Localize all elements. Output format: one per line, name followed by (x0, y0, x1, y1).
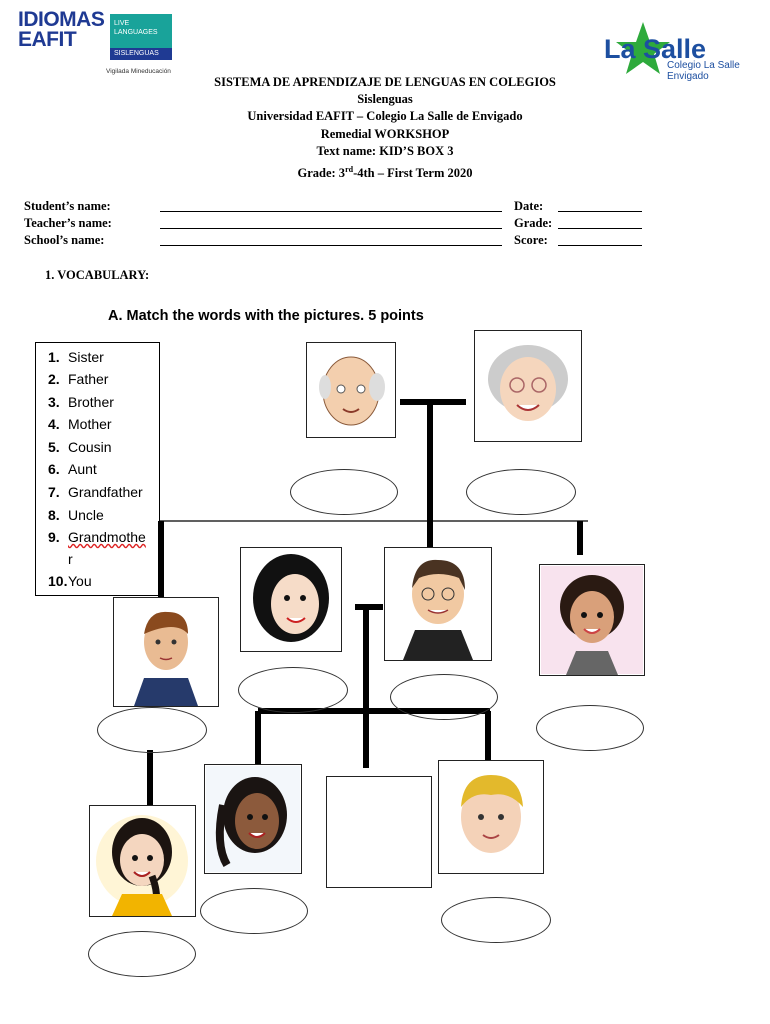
list-item (48, 507, 104, 523)
list-item (48, 416, 112, 432)
father-picture (384, 547, 492, 661)
word-number: 4. (48, 416, 60, 432)
word-label: Uncle (68, 507, 104, 523)
cousin-face-icon (90, 806, 195, 916)
grandmother-picture (474, 330, 582, 442)
list-item (48, 349, 104, 365)
word-label: Aunt (68, 461, 97, 477)
eafit-logo-title: IDIOMAS EAFIT (18, 8, 105, 51)
word-label: Father (68, 371, 109, 387)
list-item (48, 461, 97, 477)
header-line-3: Universidad EAFIT – Colegio La Salle de Envigado (247, 109, 523, 123)
header-line-1: SISTEMA DE APRENDIZAJE DE LENGUAS EN COLEGIOS (214, 75, 556, 89)
answer-oval-sister[interactable] (200, 888, 308, 934)
grade-label: Grade: (514, 216, 553, 230)
date-label: Date: (514, 199, 544, 213)
word-label: Mother (68, 416, 112, 432)
word-number: 6. (48, 461, 60, 477)
word-label: r (68, 551, 73, 567)
student-name-label: Student’s name: (24, 199, 111, 213)
word-number: 7. (48, 484, 60, 500)
answer-oval-mother[interactable] (238, 667, 348, 713)
uncle-face-icon (114, 598, 218, 706)
section-title: 1. VOCABULARY: (45, 268, 150, 282)
word-number: 8. (48, 507, 60, 523)
exercise-instruction: A. Match the words with the pictures. 5 points (108, 308, 424, 324)
eafit-badge-line2: LANGUAGES (114, 29, 158, 36)
header-line-2: Sislenguas (357, 92, 413, 106)
grandfather-face-icon (307, 343, 395, 437)
word-number: 2. (48, 371, 60, 387)
list-item (48, 529, 146, 545)
word-number: 10. (48, 573, 68, 589)
word-number: 3. (48, 394, 60, 410)
eafit-badge-line1: LIVE (114, 20, 130, 27)
list-item (48, 371, 108, 387)
word-label: You (68, 573, 92, 589)
grandmother-face-icon (475, 331, 581, 441)
word-number: 1. (48, 349, 60, 365)
score-label: Score: (514, 233, 548, 247)
list-item (48, 439, 112, 455)
word-label: Brother (68, 394, 114, 410)
lasalle-logo-sub2: Envigado (667, 71, 709, 82)
word-label: Grandfather (68, 484, 143, 500)
mother-face-icon (241, 548, 341, 651)
sister-face-icon (205, 765, 301, 873)
you-picture-blank[interactable] (326, 776, 432, 888)
answer-oval-grandmother[interactable] (466, 469, 576, 515)
answer-oval-uncle[interactable] (97, 707, 207, 753)
aunt-face-icon (540, 565, 644, 675)
list-item (48, 394, 114, 410)
answer-oval-father[interactable] (390, 674, 498, 720)
word-label: Grandmothe (68, 529, 146, 545)
grade-text-a: Grade: 3 (297, 166, 346, 181)
grandfather-picture (306, 342, 396, 438)
answer-oval-brother[interactable] (441, 897, 551, 943)
school-name-label: School’s name: (24, 233, 105, 247)
header-line-4: Remedial WORKSHOP (320, 127, 450, 141)
header-line-5: Text name: KID’S BOX 3 (316, 144, 454, 158)
list-item (48, 551, 73, 567)
word-label: Cousin (68, 439, 112, 455)
brother-face-icon (439, 761, 543, 873)
word-label: Sister (68, 349, 104, 365)
grade-text-b: -4th – First Term 2020 (353, 166, 473, 181)
grade-superscript: rd (345, 165, 354, 174)
mother-picture (240, 547, 342, 652)
father-face-icon (385, 548, 491, 660)
eafit-logo-subtitle: Vigilada Mineducación (106, 68, 171, 75)
lasalle-logo-title: La Salle (604, 34, 707, 64)
cousin-picture (89, 805, 196, 917)
word-number: 5. (48, 439, 60, 455)
word-list (35, 342, 160, 596)
lasalle-logo-sub1: Colegio La Salle (667, 60, 740, 71)
brother-picture (438, 760, 544, 874)
word-number: 9. (48, 529, 60, 545)
teacher-name-label: Teacher’s name: (24, 216, 112, 230)
uncle-picture (113, 597, 219, 707)
list-item (48, 573, 92, 589)
answer-oval-grandfather[interactable] (290, 469, 398, 515)
answer-oval-cousin[interactable] (88, 931, 196, 977)
list-item (48, 484, 143, 500)
sister-picture (204, 764, 302, 874)
answer-oval-aunt[interactable] (536, 705, 644, 751)
aunt-picture (539, 564, 645, 676)
eafit-badge-line3: SISLENGUAS (114, 50, 159, 57)
